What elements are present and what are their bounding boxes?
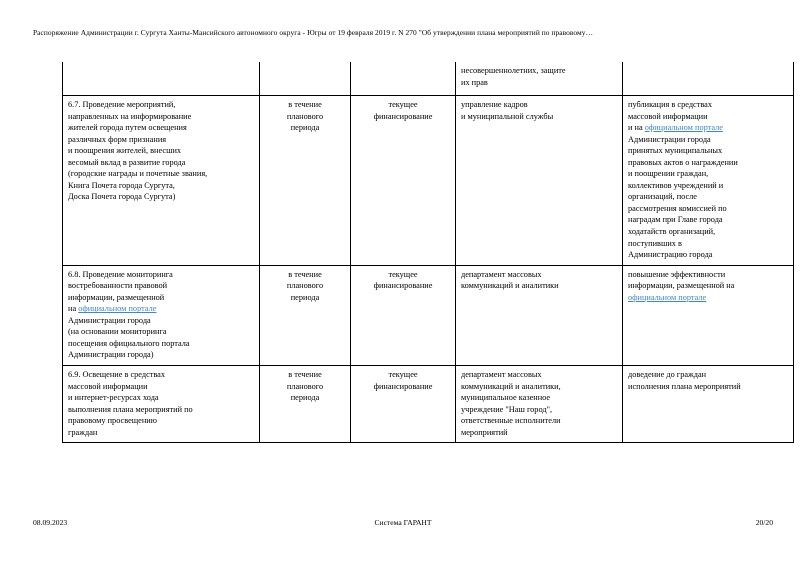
cell-line: периода — [290, 393, 320, 403]
official-portal-link[interactable]: официальном портале — [78, 304, 157, 314]
cell-line: 6.7. Проведение мероприятий, — [68, 100, 176, 109]
cell-line: правовых актов о награждении — [628, 157, 738, 167]
cell-line-with-link — [628, 292, 788, 304]
cell-line: периода — [290, 292, 320, 302]
cell-line: финансирование — [373, 281, 433, 291]
cell-term — [260, 62, 351, 96]
cell-funding — [351, 96, 456, 266]
cell-result — [623, 265, 794, 365]
cell-line: департамент массовых — [461, 269, 542, 279]
cell-term — [260, 366, 351, 443]
cell-line: массовой информации — [628, 111, 708, 121]
cell-line: мероприятий — [461, 427, 508, 437]
cell-line: периода — [290, 123, 320, 133]
cell-line: публикация в средствах — [628, 100, 712, 109]
cell-measure — [63, 62, 260, 96]
cell-line: коллективов учреждений и — [628, 180, 724, 190]
cell-line: Администрации города) — [68, 350, 154, 360]
cell-line: массовой информации — [68, 381, 148, 391]
cell-line: планового — [286, 381, 324, 391]
cell-line: ответственные исполнители — [461, 416, 561, 426]
cell-line: ходатайств организаций, — [628, 227, 716, 237]
cell-line: выполнения плана мероприятий по — [68, 404, 193, 414]
cell-line-prefix: на — [68, 304, 79, 314]
cell-result — [623, 96, 794, 266]
cell-line: текущее — [388, 100, 418, 109]
cell-funding — [351, 265, 456, 365]
cell-line: правовому просвещению — [68, 416, 157, 426]
footer-page-number: 20/20 — [755, 518, 773, 527]
cell-line: посещения официального портала — [68, 338, 190, 348]
cell-result — [623, 366, 794, 443]
cell-line: поступивших в — [628, 238, 682, 248]
table-row — [63, 366, 794, 443]
cell-line: информации, размещенной на — [628, 281, 735, 291]
cell-line: Доска Почета города Сургута) — [68, 192, 176, 202]
cell-line: 6.9. Освещение в средствах — [68, 370, 166, 380]
cell-measure — [63, 96, 260, 266]
cell-line: и муниципальной службы — [461, 111, 554, 121]
cell-line: Книга Почета города Сургута, — [68, 180, 175, 190]
cell-line: исполнения плана мероприятий — [628, 381, 741, 391]
cell-line: (на основании мониторинга — [68, 327, 167, 337]
cell-line: их прав — [461, 77, 488, 87]
cell-line: финансирование — [373, 381, 433, 391]
cell-line: текущее — [388, 269, 418, 279]
cell-measure — [63, 265, 260, 365]
cell-line: несовершеннолетних, защите — [461, 66, 566, 75]
cell-line: организаций, после — [628, 192, 697, 202]
cell-responsible — [456, 96, 623, 266]
cell-line-prefix: и на — [628, 123, 645, 133]
cell-line: принятых муниципальных — [628, 146, 723, 156]
cell-measure — [63, 366, 260, 443]
cell-line: Администрацию города — [628, 250, 713, 260]
cell-line: планового — [286, 111, 324, 121]
cell-line: и поощрения жителей, внесших — [68, 146, 182, 156]
cell-result — [623, 62, 794, 96]
cell-line: (городские награды и почетные звания, — [68, 169, 208, 179]
cell-line: Администрации города — [68, 315, 151, 325]
footer-date: 08.09.2023 — [33, 518, 68, 527]
cell-line: жителей города путем освещения — [68, 123, 187, 133]
cell-funding — [351, 366, 456, 443]
cell-line: рассмотрения комиссией по — [628, 203, 727, 213]
cell-line: учреждение "Наш город", — [461, 404, 553, 414]
table-row — [63, 265, 794, 365]
cell-line-with-link — [628, 122, 788, 134]
table-row — [63, 62, 794, 96]
cell-line: муниципальное казенное — [461, 393, 551, 403]
cell-term — [260, 265, 351, 365]
cell-line: планового — [286, 281, 324, 291]
plan-table-body — [63, 62, 794, 443]
cell-line: текущее — [388, 370, 418, 380]
table-row — [63, 96, 794, 266]
cell-line: востребованности правовой — [68, 281, 168, 291]
official-portal-link[interactable]: официальном портале — [628, 292, 707, 302]
cell-line: и интернет-ресурсах хода — [68, 393, 159, 403]
cell-line: информации, размещенной — [68, 292, 165, 302]
cell-line: коммуникаций и аналитики, — [461, 381, 561, 391]
cell-responsible — [456, 265, 623, 365]
cell-line: департамент массовых — [461, 370, 542, 380]
cell-line: и поощрении граждан, — [628, 169, 709, 179]
document-header-title: Распоряжение Администрации г. Сургута Ханты-Мансийского автономного округа - Югры от 19 февраля 2019 г. N 270 "Об утверждении плана мероприятий по правовому… — [33, 28, 594, 37]
cell-line: повышение эффективности — [628, 269, 726, 279]
cell-line: направленных на информирование — [68, 111, 192, 121]
cell-line: граждан — [68, 427, 98, 437]
cell-line: в течение — [288, 100, 322, 109]
cell-line: весомый вклад в развитие города — [68, 157, 186, 167]
cell-funding — [351, 62, 456, 96]
cell-line-with-link — [68, 303, 254, 315]
cell-line: финансирование — [373, 111, 433, 121]
cell-line: наградам при Главе города — [628, 215, 723, 225]
cell-responsible — [456, 62, 623, 96]
cell-line: в течение — [288, 269, 322, 279]
cell-line: различных форм признания — [68, 134, 167, 144]
cell-line: управление кадров — [461, 100, 528, 109]
cell-line: коммуникаций и аналитики — [461, 281, 559, 291]
cell-line: 6.8. Проведение мониторинга — [68, 269, 173, 279]
plan-measures-table — [62, 62, 794, 443]
cell-responsible — [456, 366, 623, 443]
cell-line: в течение — [288, 370, 322, 380]
official-portal-link[interactable]: официальном портале — [644, 123, 723, 133]
cell-term — [260, 96, 351, 266]
cell-line: Администрации города — [628, 134, 711, 144]
cell-line: доведение до граждан — [628, 370, 707, 380]
footer-system-name: Система ГАРАНТ — [374, 518, 432, 527]
plan-table-container — [62, 62, 741, 443]
